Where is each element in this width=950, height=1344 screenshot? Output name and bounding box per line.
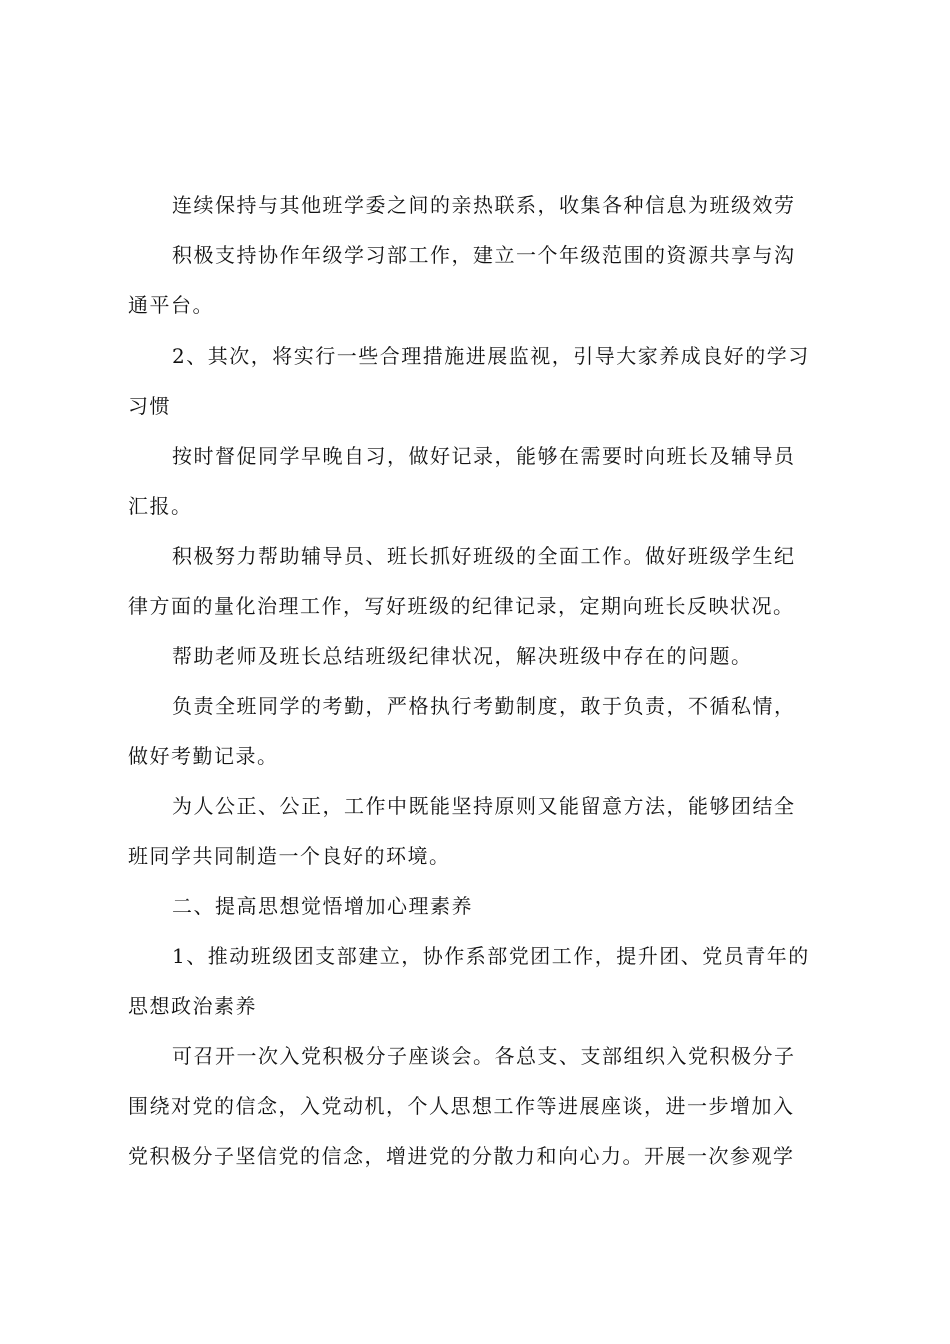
paragraph-line: 2、其次，将实行一些合理措施进展监视，引导大家养成良好的学习: [172, 344, 810, 368]
paragraph-line: 党积极分子坚信党的信念，增进党的分散力和向心力。开展一次参观学: [128, 1144, 795, 1168]
paragraph-line: 做好考勤记录。: [128, 744, 279, 768]
paragraph-line: 积极支持协作年级学习部工作，建立一个年级范围的资源共享与沟: [172, 243, 796, 267]
paragraph-line: 思想政治素养: [128, 994, 257, 1018]
paragraph-line: 汇报。: [128, 494, 193, 518]
paragraph-line: 连续保持与其他班学委之间的亲热联系，收集各种信息为班级效劳: [172, 193, 796, 217]
section-heading: 二、提高思想觉悟增加心理素养: [172, 894, 473, 918]
paragraph-line: 习惯: [128, 394, 171, 418]
paragraph-line: 按时督促同学早晚自习，做好记录，能够在需要时向班长及辅导员: [172, 444, 796, 468]
paragraph-line: 积极努力帮助辅导员、班长抓好班级的全面工作。做好班级学生纪: [172, 544, 796, 568]
paragraph-line: 帮助老师及班长总结班级纪律状况，解决班级中存在的问题。: [172, 644, 753, 668]
paragraph-line: 可召开一次入党积极分子座谈会。各总支、支部组织入党积极分子: [172, 1044, 796, 1068]
paragraph-line: 班同学共同制造一个良好的环境。: [128, 844, 451, 868]
paragraph-line: 为人公正、公正，工作中既能坚持原则又能留意方法，能够团结全: [172, 794, 796, 818]
paragraph-line: 通平台。: [128, 293, 214, 317]
paragraph-line: 律方面的量化治理工作，写好班级的纪律记录，定期向班长反映状况。: [128, 594, 795, 618]
paragraph-line: 1、推动班级团支部建立，协作系部党团工作，提升团、党员青年的: [172, 944, 810, 968]
paragraph-line: 围绕对党的信念，入党动机，个人思想工作等进展座谈，进一步增加入: [128, 1094, 795, 1118]
paragraph-line: 负责全班同学的考勤，严格执行考勤制度，敢于负责，不循私情，: [172, 694, 796, 718]
